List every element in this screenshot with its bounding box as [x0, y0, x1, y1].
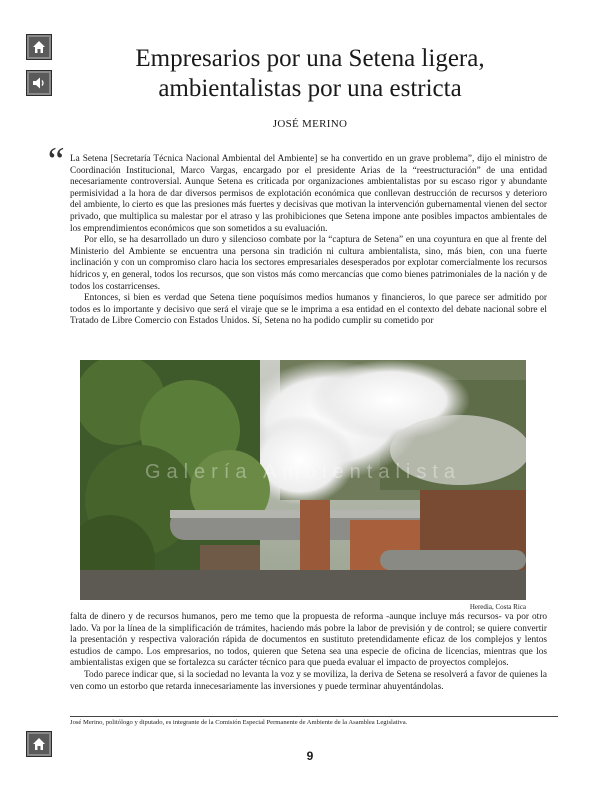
paragraph-5: Todo parece indicar que, si la sociedad no levanta la voz y se moviliza, la deriva de Setena se resolverá a favor de quienes la ven como un estorbo que retarda innecesariamente las inversiones y puede terminar ahuyentándolas. [70, 669, 547, 692]
article-title [80, 44, 540, 104]
article-body-top [70, 154, 547, 328]
paragraph-4: falta de dinero y de recursos humanos, pero me temo que la propuesta de reforma -aunque incluye más recursos- va por otro lado. Va por la línea de la simplificación de trámites, haciendo más pobre la labor de previsión y de control; se quiere convertir la presentación y respectiva valoración rápida de documentos en sustituto pretendidamente eficaz de los complejos y lentos estudios de campo. Los empresarios, no todos, quieren que Setena sea una especie de oficina de licencias, mientras que los ambientalistas exigen que se fortalezca su carácter técnico para que pueda evaluar el impacto de proyectos complejos. [70, 612, 547, 669]
title-line-1: Empresarios por una Setena ligera, [135, 45, 485, 72]
title-line-2: ambientalistas por una estricta [158, 75, 462, 102]
geothermal-plant-image [80, 360, 526, 600]
sound-button[interactable] [26, 70, 52, 96]
footnote-divider [70, 716, 558, 717]
home-icon [31, 736, 47, 752]
article-photo [80, 360, 526, 600]
home-icon [31, 39, 47, 55]
photo-caption: Heredia, Costa Rica [469, 603, 526, 611]
speaker-icon [31, 75, 47, 91]
home-button-bottom[interactable] [26, 731, 52, 757]
photo-watermark: Galería Ambientalista [144, 461, 462, 483]
opening-quote-mark: “ [44, 140, 66, 182]
author-footnote: José Merino, politólogo y diputado, es integrante de la Comisión Especial Permanente de Ambiente de la Asamblea Legislativa. [70, 719, 408, 726]
paragraph-1: La Setena [Secretaría Técnica Nacional Ambiental del Ambiente] se ha convertido en un grave problema”, dijo el ministro de Coordinación Institucional, Marco Vargas, encargado por el presidente Arias de la “reestructuración” de una entidad necesariamente controversial. Aunque Setena es criticada por organizaciones ambientalistas por su escaso rigor y abundante permisividad a la hora de dar diversos permisos de explotación económica que conllevan destrucción de recursos y deterioro del ambiente, lo cierto es que las presiones más fuertes y decisivas que motivan la intervención gubernamental vienen del sector privado, que multiplica su malestar por el atraso y las prohibiciones que Setena impone ante posibles impactos ambientales de los emprendimientos económicos que son sometidos a su evaluación. [70, 154, 547, 234]
author-name: JOSÉ MERINO [272, 118, 348, 130]
home-button[interactable] [26, 34, 52, 60]
paragraph-3: Entonces, si bien es verdad que Setena tiene poquísimos medios humanos y financieros, lo que parece ser admitido por todos es lo importante y decisivo que será el viraje que se le imprima a esa entidad en el contexto del debate nacional sobre el Tratado de Libre Comercio con Estados Unidos. Sí, Setena no ha podido cumplir su cometido por [70, 293, 547, 327]
page-number: 9 [306, 749, 314, 763]
paragraph-2: Por ello, se ha desarrollado un duro y silencioso combate por la “captura de Setena” en una coyuntura en que al frente del Ministerio del Ambiente se encuentra una persona sin tradición ni cultura ambientalista, sino, más bien, con una fuerte inclinación y con un compromiso claro hacia los sectores empresariales desesperados por explotar comercialmente los recursos hídricos y, en general, todos los recursos, que son vistos más como mercancías que como bienes patrimoniales de la nación y de todos los costarricenses. [70, 235, 547, 292]
article-body-bottom [70, 612, 547, 693]
